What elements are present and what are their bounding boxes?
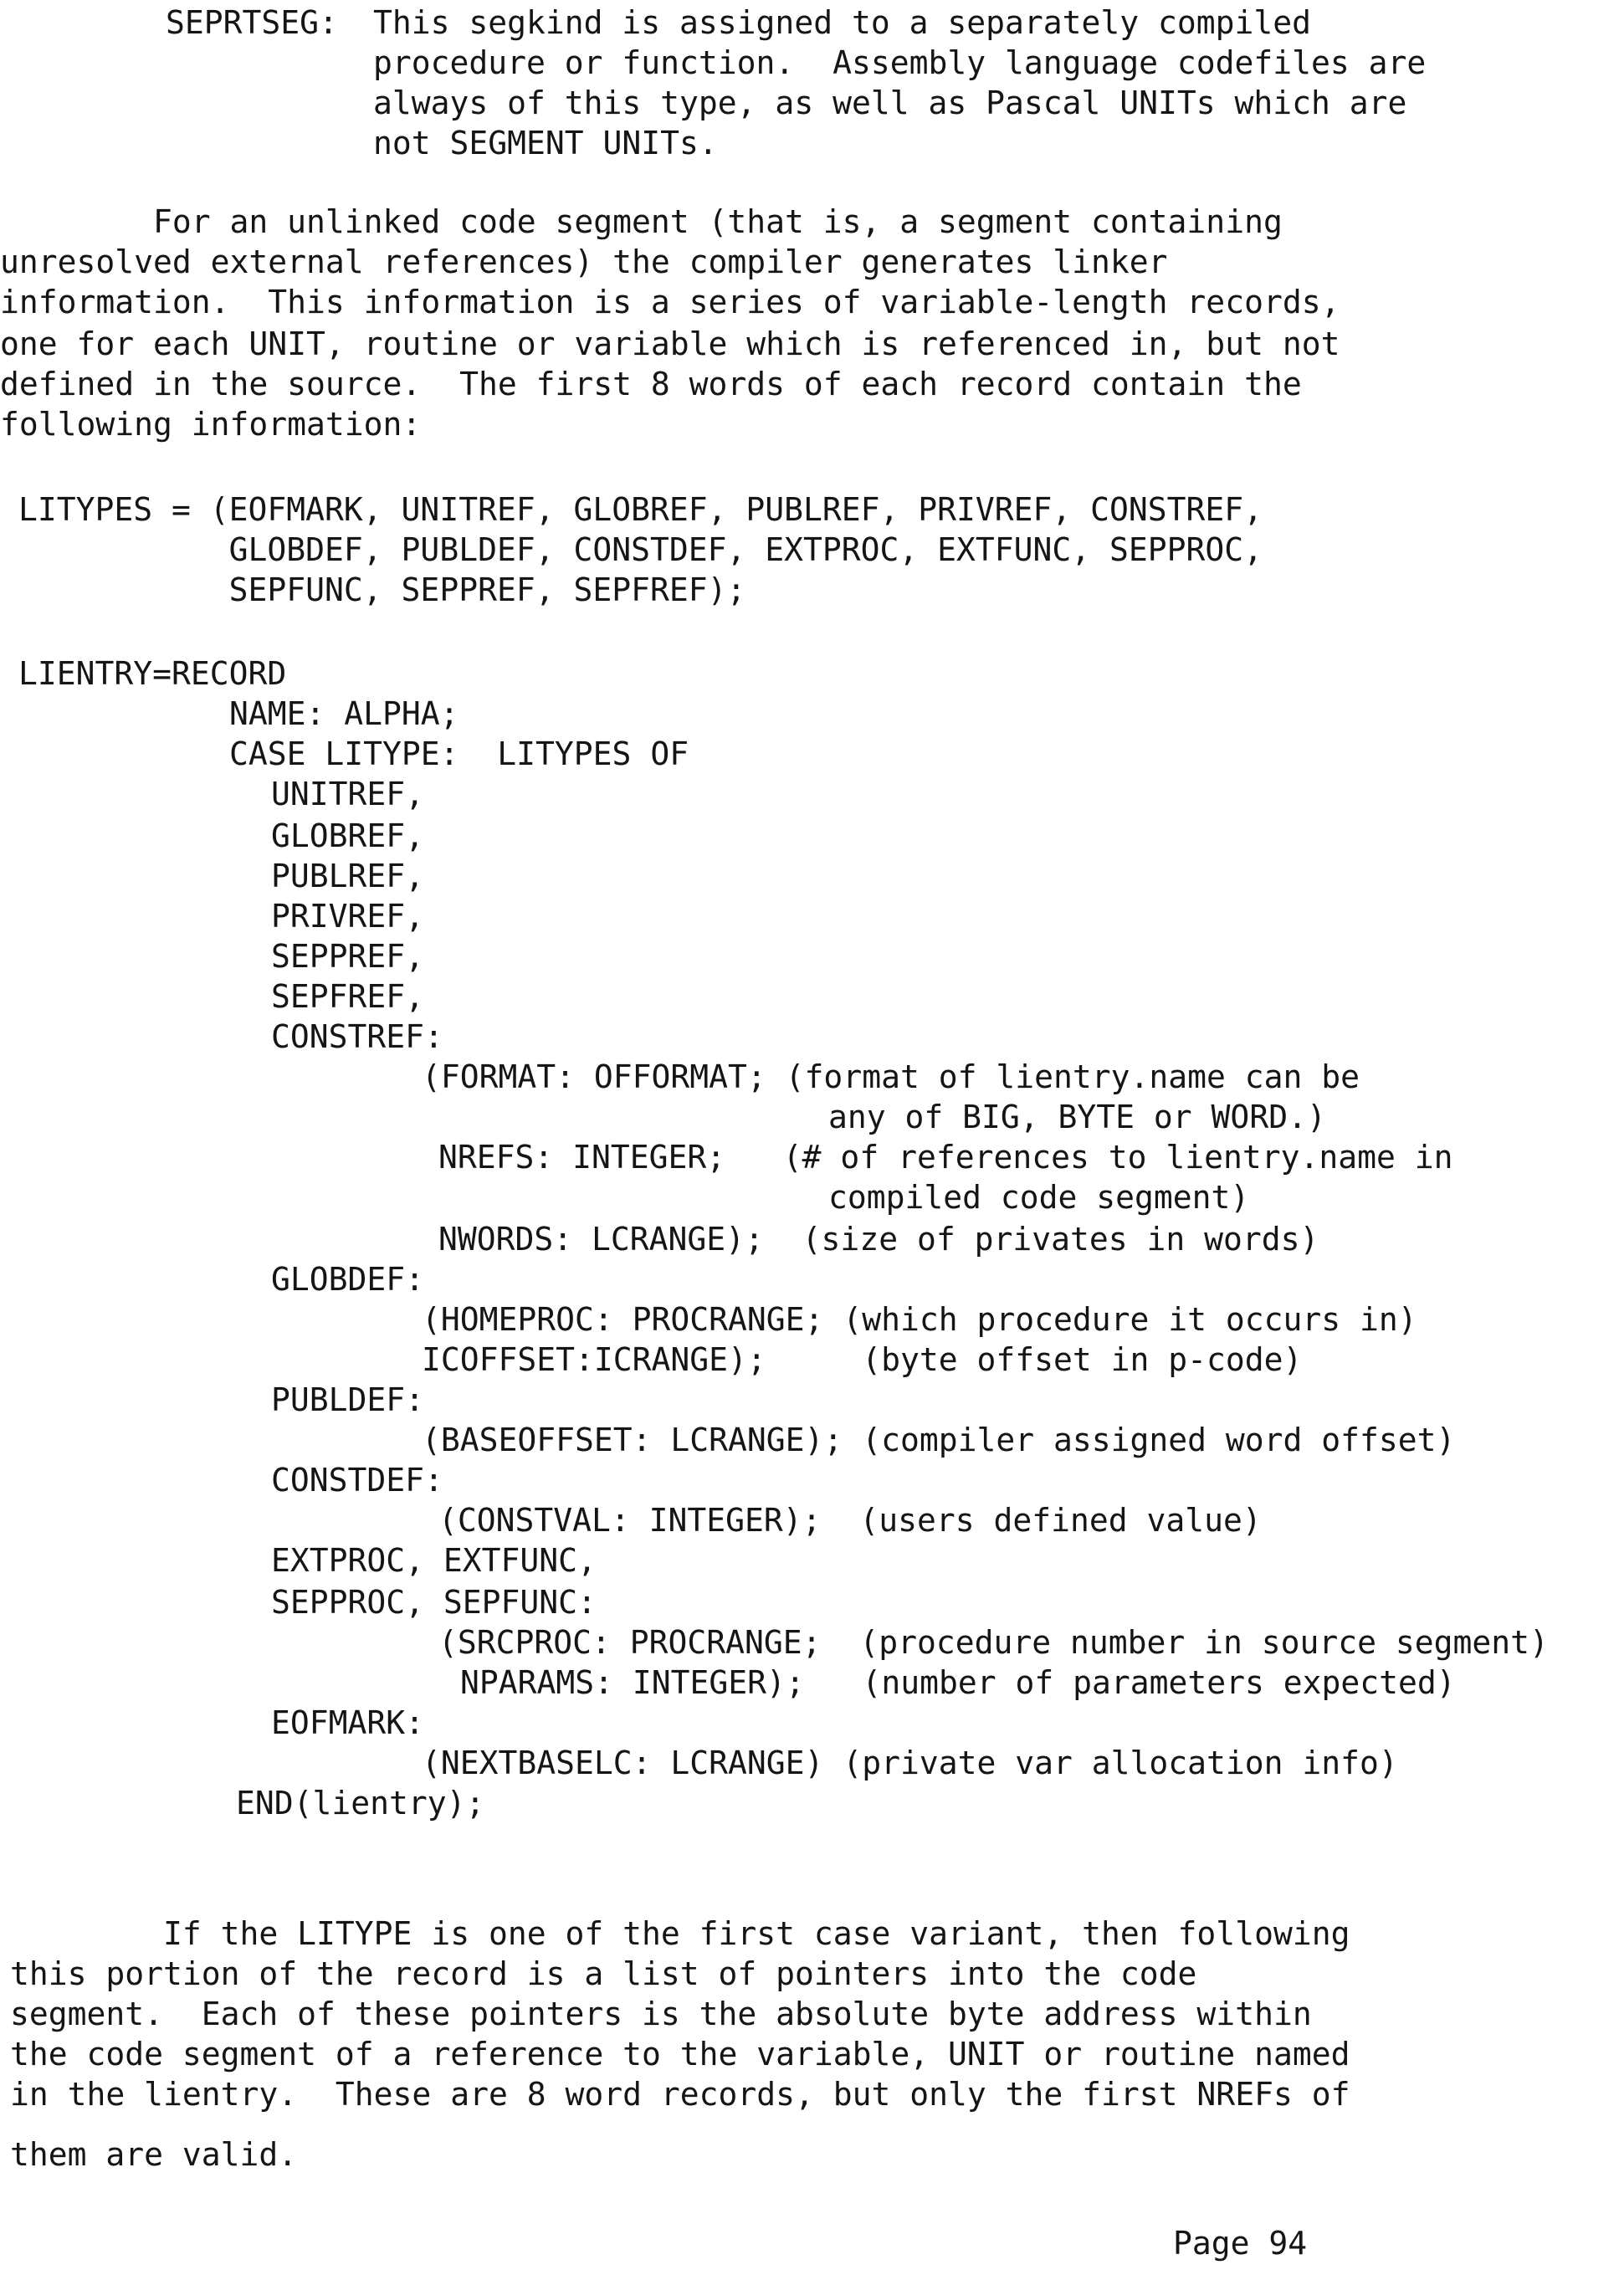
seprtseg-line: This segkind is assigned to a separately compiled: [373, 4, 1312, 41]
intro-line: information. This information is a series of variable-length records,: [0, 284, 1340, 320]
lientry-line: PRIVREF,: [271, 898, 425, 935]
intro-line: For an unlinked code segment (that is, a segment containing: [0, 203, 1283, 240]
lientry-line: NWORDS: LCRANGE); (size of privates in words): [438, 1221, 1319, 1258]
intro-line: following information:: [0, 406, 422, 443]
lientry-line: NREFS: INTEGER; (# of references to lientry.name in: [438, 1139, 1453, 1176]
intro-line: one for each UNIT, routine or variable which is referenced in, but not: [0, 325, 1340, 362]
lientry-line: SEPPREF,: [271, 938, 425, 975]
lientry-line: (NEXTBASELC: LCRANGE) (private var allocation info): [422, 1745, 1398, 1781]
lientry-line: SEPFREF,: [271, 978, 425, 1015]
lientry-line: NAME: ALPHA;: [229, 695, 459, 732]
lientry-line: SEPPROC, SEPFUNC:: [271, 1584, 597, 1621]
litypes-line: SEPFUNC, SEPPREF, SEPFREF);: [18, 571, 746, 608]
lientry-line: ICOFFSET:ICRANGE); (byte offset in p-code): [422, 1341, 1303, 1378]
lientry-line: any of BIG, BYTE or WORD.): [828, 1099, 1326, 1135]
lientry-line: EOFMARK:: [271, 1704, 425, 1741]
closing-line: If the LITYPE is one of the first case variant, then following: [10, 1915, 1350, 1952]
seprtseg-term: SEPRTSEG:: [166, 4, 338, 41]
lientry-line: END(lientry);: [236, 1785, 485, 1822]
lientry-line: LIENTRY=RECORD: [18, 655, 287, 692]
lientry-line: compiled code segment): [828, 1179, 1250, 1216]
lientry-line: PUBLDEF:: [271, 1381, 425, 1418]
litypes-line: GLOBDEF, PUBLDEF, CONSTDEF, EXTPROC, EXTFUNC, SEPPROC,: [18, 531, 1263, 568]
lientry-line: CONSTREF:: [271, 1018, 443, 1055]
lientry-line: PUBLREF,: [271, 858, 425, 894]
lientry-line: (BASEOFFSET: LCRANGE); (compiler assigned word offset): [422, 1422, 1456, 1458]
closing-line: them are valid.: [10, 2136, 298, 2173]
intro-line: unresolved external references) the compiler generates linker: [0, 243, 1168, 280]
lientry-line: (FORMAT: OFFORMAT; (format of lientry.name can be: [422, 1058, 1360, 1095]
seprtseg-line: not SEGMENT UNITs.: [373, 125, 718, 161]
lientry-line: CASE LITYPE: LITYPES OF: [229, 735, 689, 772]
closing-line: segment. Each of these pointers is the absolute byte address within: [10, 1996, 1312, 2032]
lientry-line: GLOBREF,: [271, 817, 425, 854]
closing-line: in the lientry. These are 8 word records, but only the first NREFs of: [10, 2076, 1350, 2113]
lientry-line: EXTPROC, EXTFUNC,: [271, 1542, 597, 1579]
lientry-line: GLOBDEF:: [271, 1261, 425, 1298]
closing-line: the code segment of a reference to the variable, UNIT or routine named: [10, 2036, 1350, 2073]
lientry-line: CONSTDEF:: [271, 1462, 443, 1499]
seprtseg-line: procedure or function. Assembly language codefiles are: [373, 44, 1427, 81]
litypes-line: LITYPES = (EOFMARK, UNITREF, GLOBREF, PUBLREF, PRIVREF, CONSTREF,: [18, 491, 1263, 528]
page-number: Page 94: [1173, 2225, 1308, 2262]
lientry-line: UNITREF,: [271, 776, 425, 812]
lientry-line: NPARAMS: INTEGER); (number of parameters expected): [460, 1664, 1456, 1701]
intro-line: defined in the source. The first 8 words of each record contain the: [0, 366, 1302, 402]
lientry-line: (CONSTVAL: INTEGER); (users defined value): [438, 1502, 1262, 1539]
lientry-line: (SRCPROC: PROCRANGE; (procedure number in source segment): [438, 1624, 1549, 1661]
closing-line: this portion of the record is a list of pointers into the code: [10, 1955, 1197, 1992]
seprtseg-line: always of this type, as well as Pascal UNITs which are: [373, 85, 1407, 121]
lientry-line: (HOMEPROC: PROCRANGE; (which procedure it occurs in): [422, 1301, 1417, 1338]
